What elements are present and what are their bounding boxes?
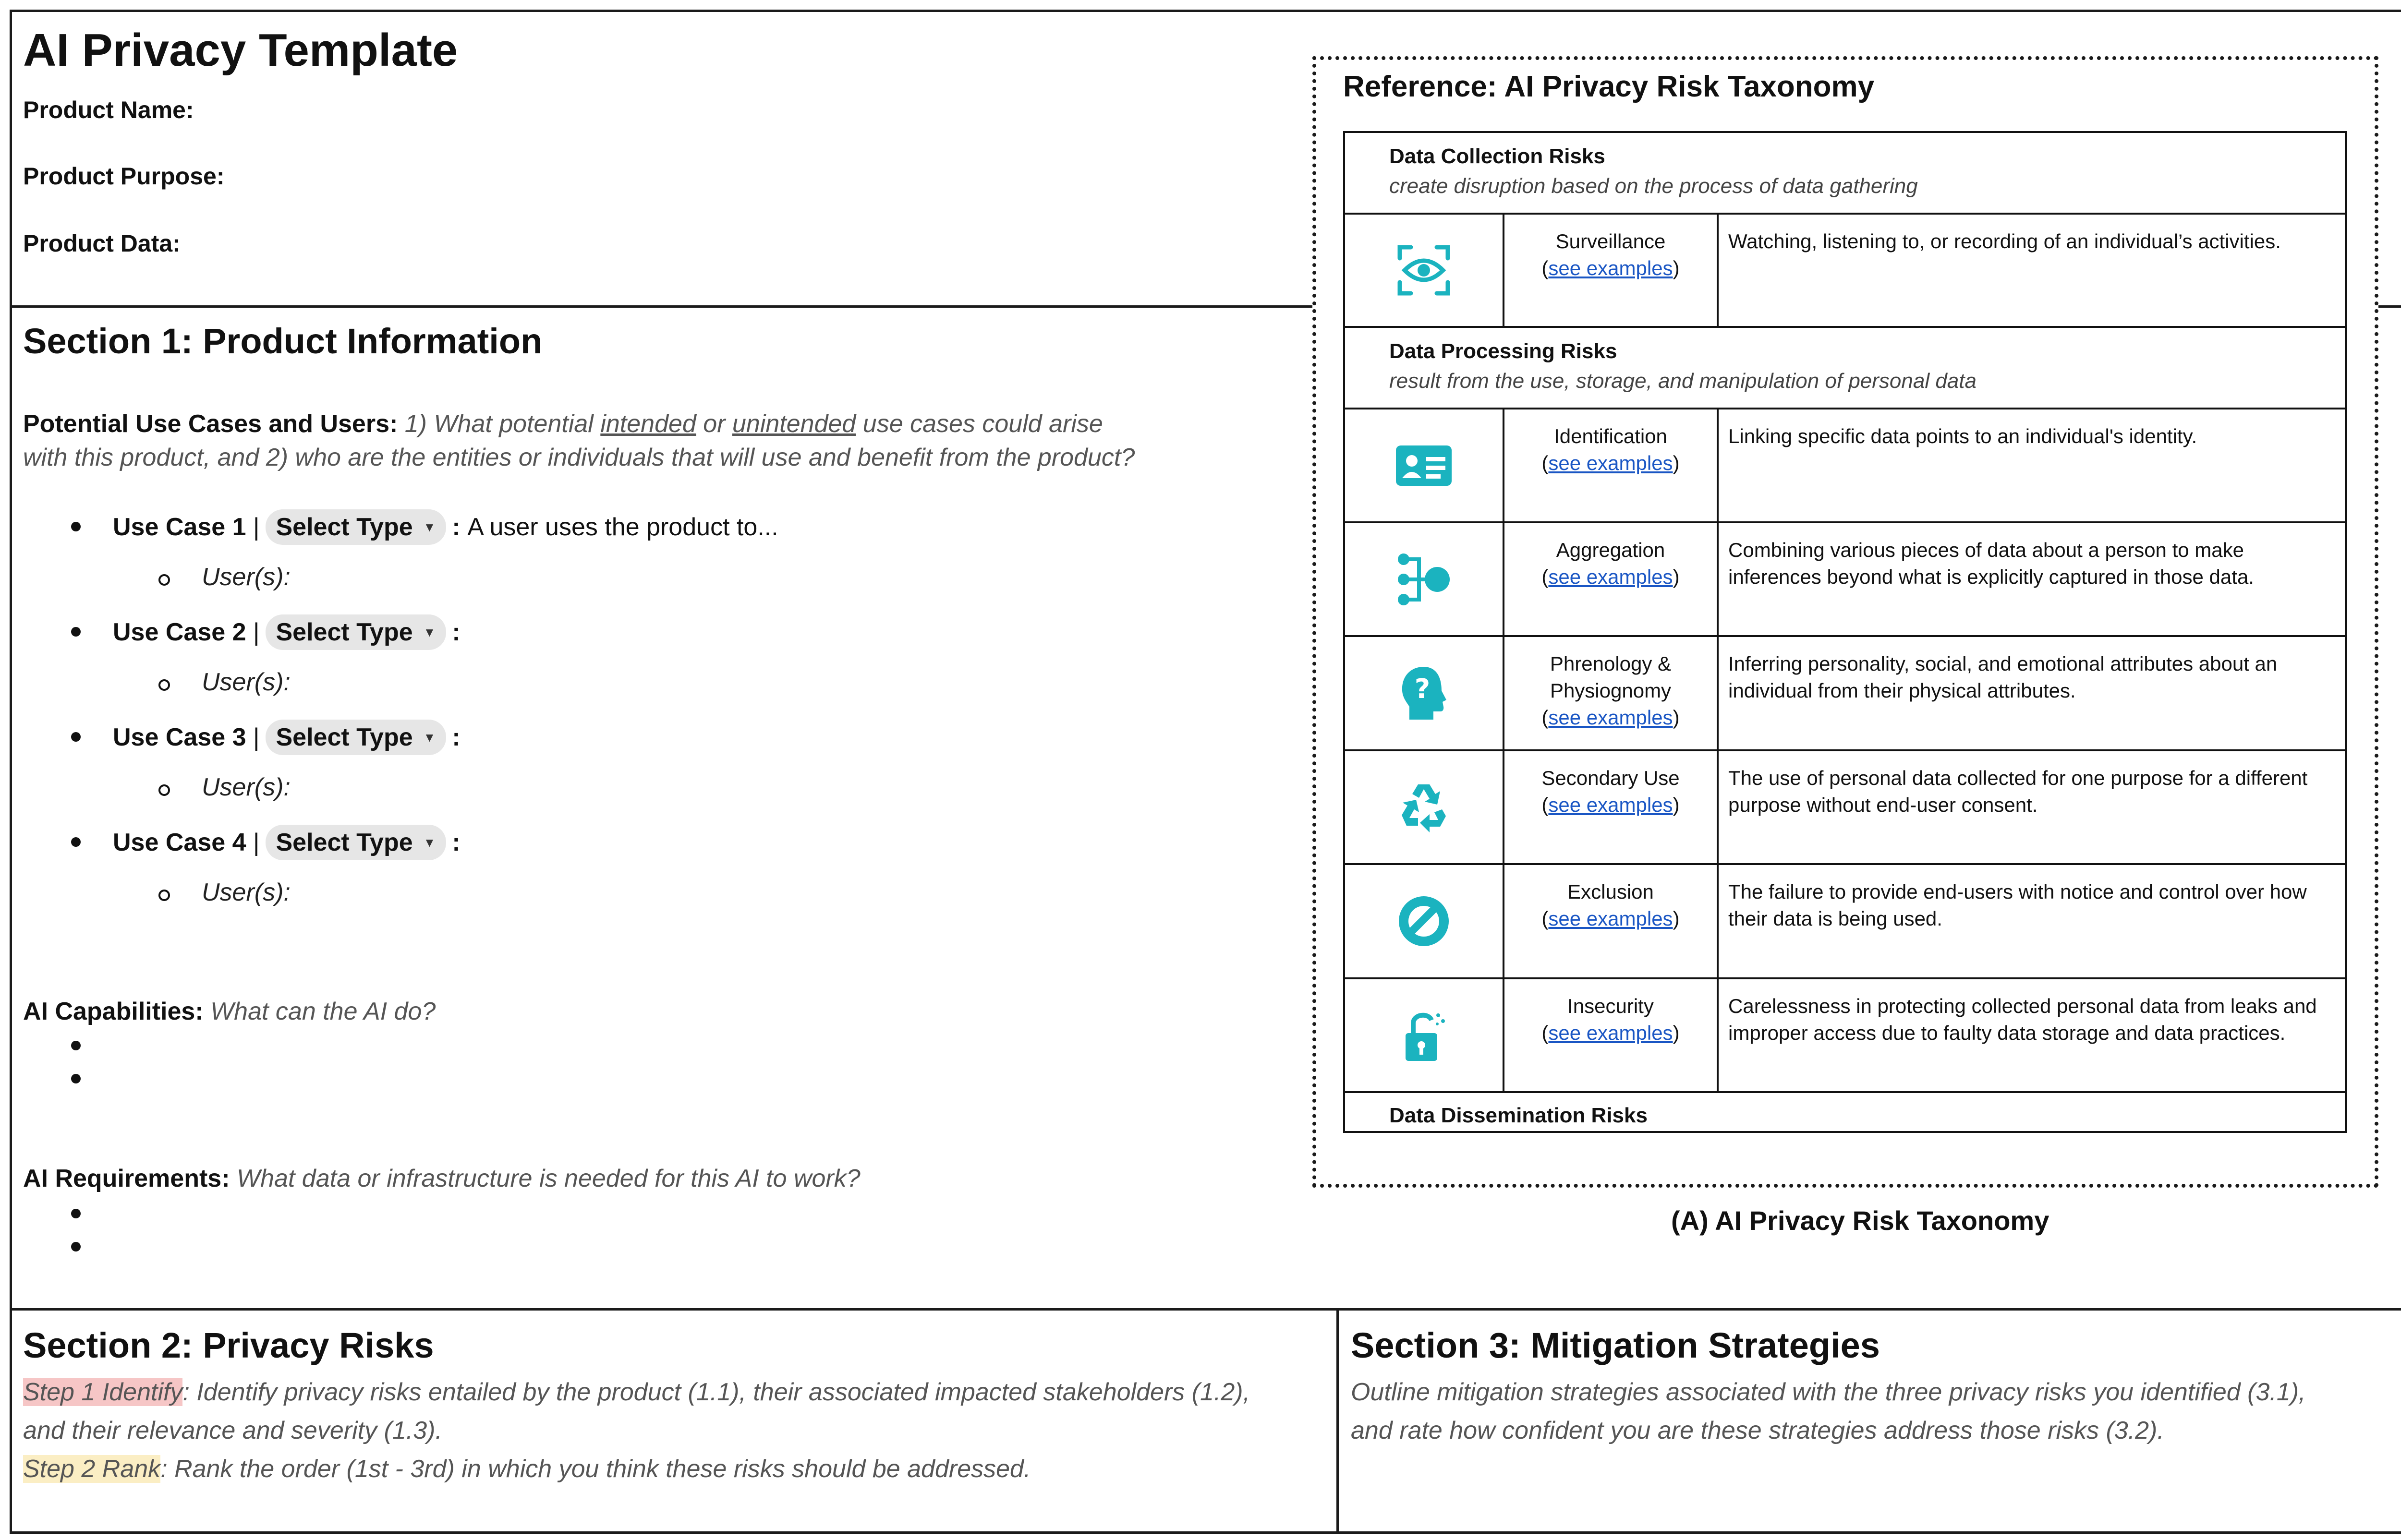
colon: : xyxy=(452,829,461,856)
see-examples-link[interactable]: see examples xyxy=(1548,452,1673,474)
section2-3-divider xyxy=(1336,1308,1339,1534)
risk-row-secondary-use: Secondary Use (see examples) The use of personal data collected for one purpose for a different purpose without end-user consent. xyxy=(1345,751,2345,865)
svg-text:?: ? xyxy=(1414,674,1431,705)
section3-instructions xyxy=(1351,1373,2401,1450)
select-type-label: Select Type xyxy=(276,618,413,646)
use-case-3 xyxy=(113,718,461,757)
header-divider-right xyxy=(2375,305,2401,308)
select-type-dropdown[interactable] xyxy=(266,720,447,755)
group-header-collection xyxy=(1345,133,2345,215)
risk-name: Identification xyxy=(1554,425,1667,447)
capabilities-question xyxy=(23,995,436,1028)
use-case-1 xyxy=(113,508,778,546)
sub-bullet xyxy=(158,890,170,901)
intended-word: intended xyxy=(600,410,696,438)
select-type-label: Select Type xyxy=(276,513,413,541)
risk-row-phrenology: ? Phrenology & Physiognomy (see examples) Inferring personality, social, and emotional attributes about an individual from their physical attributes. xyxy=(1345,637,2345,751)
section2-divider xyxy=(10,1308,2401,1311)
id-card-icon xyxy=(1395,442,1453,490)
see-examples-link[interactable]: see examples xyxy=(1548,565,1673,588)
see-examples-link[interactable]: see examples xyxy=(1548,706,1673,729)
separator: | xyxy=(253,513,260,541)
step1-label: Step 1 Identify xyxy=(23,1378,183,1406)
colon: : xyxy=(452,513,461,541)
group-title: Data Collection Risks xyxy=(1389,144,1605,168)
select-type-label: Select Type xyxy=(276,829,413,856)
select-type-label: Select Type xyxy=(276,723,413,751)
risk-row-aggregation: Aggregation (see examples) Combining various pieces of data about a person to make inferences beyond what is explicitly captured in those data. xyxy=(1345,523,2345,637)
bullet[interactable] xyxy=(71,1242,81,1251)
risk-description: The failure to provide end-users with notice and control over how their data is being used. xyxy=(1728,880,2307,930)
capabilities-q: What can the AI do? xyxy=(210,998,436,1025)
product-data-label: Product Data: xyxy=(23,230,181,257)
risk-row-exclusion: Exclusion (see examples) The failure to provide end-users with notice and control over how their data is being used. xyxy=(1345,865,2345,979)
use-case-4 xyxy=(113,823,461,862)
caret-down-icon: ▼ xyxy=(423,730,436,745)
product-name-label: Product Name: xyxy=(23,96,194,123)
bullet xyxy=(71,522,81,531)
step1-text2: and their relevance and severity (1.3). xyxy=(23,1417,442,1444)
risk-row-identification: Identification (see examples) Linking specific data points to an individual's identity. xyxy=(1345,409,2345,523)
risk-description: Watching, listening to, or recording of an individual’s activities. xyxy=(1728,230,2281,253)
bullet xyxy=(71,627,81,637)
eye-scan-icon xyxy=(1395,241,1453,299)
colon: : xyxy=(452,618,461,646)
use-cases-q-part-b: use cases could arise xyxy=(856,410,1103,438)
use-case-label: Use Case 4 xyxy=(113,829,246,856)
step2-label: Step 2 Rank xyxy=(23,1455,161,1483)
colon: : xyxy=(452,723,461,751)
risk-name: Secondary Use xyxy=(1541,767,1680,789)
bullet[interactable] xyxy=(71,1074,81,1083)
caret-down-icon: ▼ xyxy=(423,519,436,534)
sub-bullet xyxy=(158,574,170,586)
select-type-dropdown[interactable] xyxy=(266,614,447,650)
bullet[interactable] xyxy=(71,1041,81,1050)
risk-description: Linking specific data points to an individual's identity. xyxy=(1728,425,2197,447)
see-examples-link[interactable]: see examples xyxy=(1548,1022,1673,1044)
unintended-word: unintended xyxy=(732,410,856,438)
figure-caption: (A) AI Privacy Risk Taxonomy xyxy=(1671,1205,2049,1236)
users-label[interactable]: User(s): xyxy=(202,773,291,801)
or-word: or xyxy=(696,410,732,438)
users-label[interactable]: User(s): xyxy=(202,563,291,591)
caret-down-icon: ▼ xyxy=(423,835,436,850)
unlocked-padlock-icon xyxy=(1400,1007,1448,1064)
recycle-icon xyxy=(1395,779,1453,836)
bullet[interactable] xyxy=(71,1209,81,1218)
risk-description: Inferring personality, social, and emotional attributes about an individual from their physical attributes. xyxy=(1728,652,2278,702)
risk-row-surveillance: Surveillance (see examples) Watching, listening to, or recording of an individual’s activities. xyxy=(1345,215,2345,328)
use-cases-label: Potential Use Cases and Users: xyxy=(23,410,398,438)
risk-name-line2: Physiognomy xyxy=(1550,679,1672,702)
risk-name: Surveillance xyxy=(1555,230,1666,253)
separator: | xyxy=(253,618,260,646)
use-cases-q-part: 1) What potential xyxy=(404,410,601,438)
risk-name: Insecurity xyxy=(1567,995,1654,1017)
use-case-label: Use Case 3 xyxy=(113,723,246,751)
use-cases-q2: with this product, and 2) who are the entities or individuals that will use and benefit from the product? xyxy=(23,444,1135,471)
bullet xyxy=(71,837,81,847)
header-divider xyxy=(10,305,1316,308)
requirements-label: AI Requirements: xyxy=(23,1165,230,1192)
risk-name: Phrenology & xyxy=(1550,652,1672,675)
use-case-label: Use Case 2 xyxy=(113,618,246,646)
see-examples-link[interactable]: see examples xyxy=(1548,907,1673,930)
bullet xyxy=(71,732,81,742)
use-case-label: Use Case 1 xyxy=(113,513,246,541)
sub-bullet xyxy=(158,784,170,796)
risk-name: Aggregation xyxy=(1556,539,1665,561)
risk-row-insecurity: Insecurity (see examples) Carelessness in protecting collected personal data from leaks and improper access due to faulty data storage and data practices. xyxy=(1345,979,2345,1093)
use-case-2 xyxy=(113,613,461,651)
select-type-dropdown[interactable] xyxy=(266,509,447,545)
users-label[interactable]: User(s): xyxy=(202,878,291,906)
requirements-question xyxy=(23,1162,861,1195)
see-examples-link[interactable]: see examples xyxy=(1548,794,1673,816)
taxonomy-table xyxy=(1343,131,2347,1133)
use-case-text[interactable]: A user uses the product to... xyxy=(467,513,778,541)
capabilities-label: AI Capabilities: xyxy=(23,998,204,1025)
prohibited-icon xyxy=(1395,892,1453,950)
group-subtitle: result from the use, storage, and manipulation of personal data xyxy=(1389,369,1977,393)
reference-title: Reference: AI Privacy Risk Taxonomy xyxy=(1343,70,1875,103)
see-examples-link[interactable]: see examples xyxy=(1548,257,1673,279)
head-question-icon xyxy=(1397,664,1450,722)
requirements-q: What data or infrastructure is needed for this AI to work? xyxy=(236,1165,861,1192)
risk-description: Combining various pieces of data about a person to make inferences beyond what is explicitly captured in those data. xyxy=(1728,539,2254,588)
separator: | xyxy=(253,723,260,751)
section3-text2: and rate how confident you are these strategies address those risks (3.2). xyxy=(1351,1417,2164,1444)
group-header-dissemination xyxy=(1345,1093,2345,1133)
section2-title: Section 2: Privacy Risks xyxy=(23,1325,434,1365)
section3-text1: Outline mitigation strategies associated with the three privacy risks you identified (3.1), xyxy=(1351,1378,2306,1406)
section2-instructions xyxy=(23,1373,1329,1488)
users-label[interactable]: User(s): xyxy=(202,668,291,696)
sub-bullet xyxy=(158,679,170,691)
select-type-dropdown[interactable] xyxy=(266,825,447,860)
group-title: Data Dissemination Risks xyxy=(1389,1104,1648,1127)
section1-title: Section 1: Product Information xyxy=(23,321,543,361)
group-title: Data Processing Risks xyxy=(1389,339,1617,363)
risk-name: Exclusion xyxy=(1567,880,1654,903)
risk-description: The use of personal data collected for one purpose for a different purpose without end-user consent. xyxy=(1728,767,2308,816)
page-title: AI Privacy Template xyxy=(23,24,458,76)
group-subtitle: create disruption based on the process of data gathering xyxy=(1389,174,1918,198)
step1-text: : Identify privacy risks entailed by the product (1.1), their associated impacted stakeholders (1.2), xyxy=(182,1378,1250,1406)
product-purpose-label: Product Purpose: xyxy=(23,163,225,190)
group-header-processing xyxy=(1345,328,2345,409)
step2-text: : Rank the order (1st - 3rd) in which you think these risks should be addressed. xyxy=(160,1455,1031,1483)
caret-down-icon: ▼ xyxy=(423,625,436,639)
use-cases-question xyxy=(23,407,1300,474)
aggregation-icon xyxy=(1395,551,1453,608)
separator: | xyxy=(253,829,260,856)
risk-description: Carelessness in protecting collected personal data from leaks and improper access due to faulty data storage and data practices. xyxy=(1728,995,2317,1044)
section3-title: Section 3: Mitigation Strategies xyxy=(1351,1325,1880,1365)
